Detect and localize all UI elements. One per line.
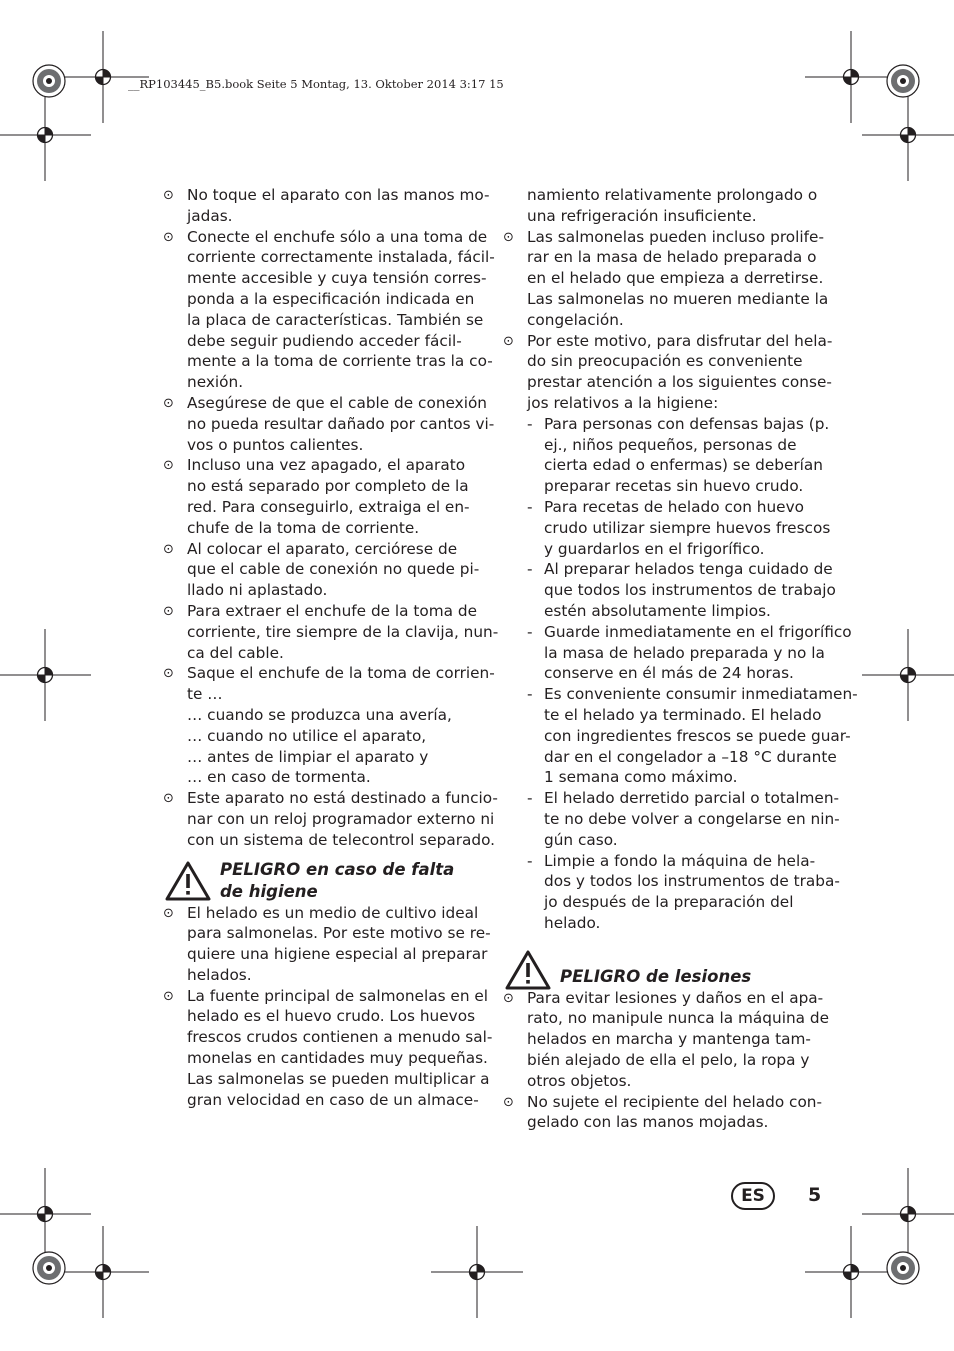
text-line: No toque el aparato con las manos mo-	[187, 186, 490, 204]
text-line: jos relativos a la higiene:	[527, 393, 719, 412]
text-line: mente accesible y cuya tensión corres-	[187, 269, 487, 288]
text-line: que el cable de conexión no quede pi-	[187, 560, 480, 579]
text-line: nexión.	[187, 373, 244, 392]
right-bullet-list	[503, 227, 833, 414]
bullet-icon: ⊙	[503, 333, 514, 349]
dash-marker: -	[527, 851, 533, 870]
language-badge: ES	[731, 1182, 775, 1210]
tip-item	[503, 684, 858, 788]
text-line: que todos los instrumentos de trabajo	[544, 581, 836, 600]
text-line: debe seguir pudiendo acceder fácil-	[187, 331, 462, 350]
text-line: El helado es un medio de cultivo ideal	[187, 903, 479, 922]
bullet-item	[163, 788, 498, 850]
injury-warning	[503, 948, 821, 988]
bullet-icon: ⊙	[163, 791, 174, 807]
text-line: gelado con las manos mojadas.	[527, 1113, 769, 1132]
text-line: Limpie a fondo la máquina de hela-	[544, 851, 816, 870]
text-line: La fuente principal de salmonelas en el	[187, 986, 489, 1005]
bullet-icon: ⊙	[163, 395, 174, 411]
text-line: No sujete el recipiente del helado con-	[527, 1092, 823, 1111]
bullet-icon: ⊙	[163, 905, 174, 921]
text-line: te el helado ya terminado. El helado	[544, 705, 822, 724]
bullet-icon: ⊙	[163, 458, 174, 474]
text-line: Saque el enchufe de la toma de corrien-	[187, 664, 495, 683]
text-line: gún caso.	[544, 830, 618, 849]
text-line: rar en la masa de helado preparada o	[527, 248, 817, 267]
bullet-item	[163, 663, 495, 788]
tip-item	[503, 622, 852, 684]
text-line: El helado derretido parcial o totalmen-	[544, 789, 840, 808]
bullet-icon: ⊙	[503, 229, 514, 245]
dash-marker: -	[527, 414, 533, 433]
text-line: preparar recetas sin huevo crudo.	[544, 477, 804, 496]
text-line: corriente, tire siempre de la clavija, nun-	[187, 622, 499, 641]
bullet-item	[503, 1092, 821, 1134]
text-line: corriente correctamente instalada, fácil-	[187, 248, 495, 267]
text-line: Incluso una vez apagado, el aparato	[187, 456, 466, 475]
text-line: estén absolutamente limpios.	[544, 601, 771, 620]
bullet-item	[503, 227, 829, 331]
text-line: no está separado por completo de la	[187, 477, 469, 496]
text-line: monelas en cantidades muy pequeñas.	[187, 1049, 488, 1068]
text-line: Para extraer el enchufe de la toma de	[187, 601, 478, 620]
text-line: Al preparar helados tenga cuidado de	[544, 560, 833, 579]
bullet-item	[163, 185, 490, 227]
text-line: … antes de limpiar el aparato y	[187, 747, 429, 766]
text-line: dar en el congelador a –18 °C durante	[544, 747, 837, 766]
text-line: con ingredientes frescos se puede guar-	[544, 726, 851, 745]
bullet-item	[163, 601, 499, 663]
right-bullet-list-2	[503, 988, 830, 1134]
text-line: chufe de la toma de corriente.	[187, 518, 420, 537]
text-line: quiere una higiene especial al preparar	[187, 945, 488, 964]
text-line: helados en marcha y mantenga tam-	[527, 1030, 811, 1049]
right-column	[503, 185, 858, 1133]
tip-item	[503, 414, 830, 497]
text-line: en el helado que empieza a derretirse.	[527, 269, 824, 288]
text-line: crudo utilizar siempre huevos frescos	[544, 518, 831, 537]
text-line: mente a la toma de corriente tras la co-	[187, 352, 493, 371]
text-line: llado ni aplastado.	[187, 581, 328, 600]
text-line: … en caso de tormenta.	[187, 768, 371, 787]
tip-item	[503, 559, 836, 621]
text-line: … cuando no utilice el aparato,	[187, 726, 427, 745]
text-line: ponda a la especificación indicada en	[187, 289, 475, 308]
bullet-icon: ⊙	[163, 988, 174, 1004]
text-line: Este aparato no está destinado a funcio-	[187, 789, 498, 808]
text-line: y guardarlos en el frigorífico.	[544, 539, 765, 558]
bullet-item	[163, 393, 495, 455]
text-line: Asegúrese de que el cable de conexión	[187, 393, 488, 412]
text-line: red. Para conseguirlo, extraiga el en-	[187, 497, 470, 516]
warning-title-line: de higiene	[220, 881, 318, 901]
text-line: frescos crudos contienen a menudo sal-	[187, 1028, 493, 1047]
text-line: Para evitar lesiones y daños en el apa-	[527, 988, 824, 1007]
text-line: gran velocidad en caso de un almace-	[187, 1090, 479, 1109]
bullet-icon: ⊙	[163, 541, 174, 557]
left-bullet-list-2	[163, 903, 493, 1111]
text-line: Las salmonelas pueden incluso prolife-	[527, 227, 824, 246]
text-line: la masa de helado preparada y no la	[544, 643, 825, 662]
bullet-icon: ⊙	[503, 990, 514, 1006]
dash-marker: -	[527, 622, 533, 641]
text-line: te …	[187, 685, 223, 704]
text-line: Al colocar el aparato, cerciórese de	[187, 539, 458, 558]
text-line: Guarde inmediatamente en el frigorífico	[544, 622, 852, 641]
text-line: jadas.	[187, 206, 233, 225]
text-line: nar con un reloj programador externo ni	[187, 809, 495, 828]
text-line: helados.	[187, 965, 252, 984]
warning-triangle-icon	[165, 861, 211, 901]
bullet-item	[163, 539, 481, 601]
page-number: 5	[808, 1184, 822, 1206]
print-header: __RP103445_B5.book Seite 5 Montag, 13. Oktober 2014 3:17 15	[128, 77, 504, 91]
text-line: otros objetos.	[527, 1071, 632, 1090]
warning-title-line: PELIGRO de lesiones	[560, 966, 752, 986]
text-line: Las salmonelas no mueren mediante la	[527, 289, 829, 308]
text-line: una refrigeración insuficiente.	[527, 206, 757, 225]
warning-triangle-icon	[505, 950, 551, 990]
text-line: te no debe volver a congelarse en nin-	[544, 809, 840, 828]
text-line: vos o puntos calientes.	[187, 435, 364, 454]
text-line: con un sistema de telecontrol separado.	[187, 830, 496, 849]
text-line: jo después de la preparación del	[544, 893, 794, 912]
text-line: prestar atención a los siguientes conse-	[527, 373, 832, 392]
bullet-item	[163, 903, 491, 986]
text-line: namiento relativamente prolongado o	[527, 186, 818, 204]
text-line: Conecte el enchufe sólo a una toma de	[187, 227, 488, 246]
dash-marker: -	[527, 560, 533, 579]
left-bullet-list	[163, 185, 499, 851]
warning-title-line: PELIGRO en caso de falta	[220, 859, 455, 879]
bullet-icon: ⊙	[503, 1094, 514, 1110]
text-line: Para recetas de helado con huevo	[544, 497, 805, 516]
text-line: Las salmonelas se pueden multiplicar a	[187, 1069, 490, 1088]
text-line: dos y todos los instrumentos de traba-	[544, 872, 840, 891]
dash-marker: -	[527, 497, 533, 516]
hygiene-warning	[163, 859, 481, 903]
text-line: rato, no manipule nunca la máquina de	[527, 1009, 830, 1028]
text-line: do sin preocupación es conveniente	[527, 352, 803, 371]
bullet-item	[163, 227, 495, 393]
bullet-icon: ⊙	[163, 666, 174, 682]
continued-paragraph	[503, 185, 821, 227]
text-line: no pueda resultar dañado por cantos vi-	[187, 414, 495, 433]
text-line: 1 semana como máximo.	[544, 768, 738, 787]
text-line: cierta edad o enfermas) se deberían	[544, 456, 823, 475]
text-line: la placa de características. También se	[187, 310, 484, 329]
text-line: Para personas con defensas bajas (p.	[544, 414, 830, 433]
text-line: ca del cable.	[187, 643, 284, 662]
text-line: bién alejado de ella el pelo, la ropa y	[527, 1051, 810, 1070]
left-column	[163, 185, 499, 1110]
text-line: helado.	[544, 913, 601, 932]
text-line: helado es el huevo crudo. Los huevos	[187, 1007, 476, 1026]
text-line: ej., niños pequeños, personas de	[544, 435, 797, 454]
bullet-icon: ⊙	[163, 603, 174, 619]
dash-marker: -	[527, 685, 533, 704]
text-line: para salmonelas. Por este motivo se re-	[187, 924, 491, 943]
bullet-item	[163, 986, 493, 1111]
bullet-item	[503, 988, 830, 1092]
bullet-item	[163, 455, 481, 538]
bullet-icon: ⊙	[163, 229, 174, 245]
text-line: conserve en él más de 24 horas.	[544, 664, 794, 683]
bullet-icon: ⊙	[163, 188, 174, 203]
hygiene-tips-list	[503, 414, 858, 934]
tip-item	[503, 788, 840, 850]
dash-marker: -	[527, 789, 533, 808]
tip-item	[503, 851, 840, 934]
text-line: congelación.	[527, 310, 624, 329]
text-line: Es conveniente consumir inmediatamen-	[544, 685, 858, 704]
tip-item	[503, 497, 831, 559]
text-line: Por este motivo, para disfrutar del hela-	[527, 331, 833, 350]
text-line: … cuando se produzca una avería,	[187, 705, 452, 724]
bullet-item	[503, 331, 833, 414]
